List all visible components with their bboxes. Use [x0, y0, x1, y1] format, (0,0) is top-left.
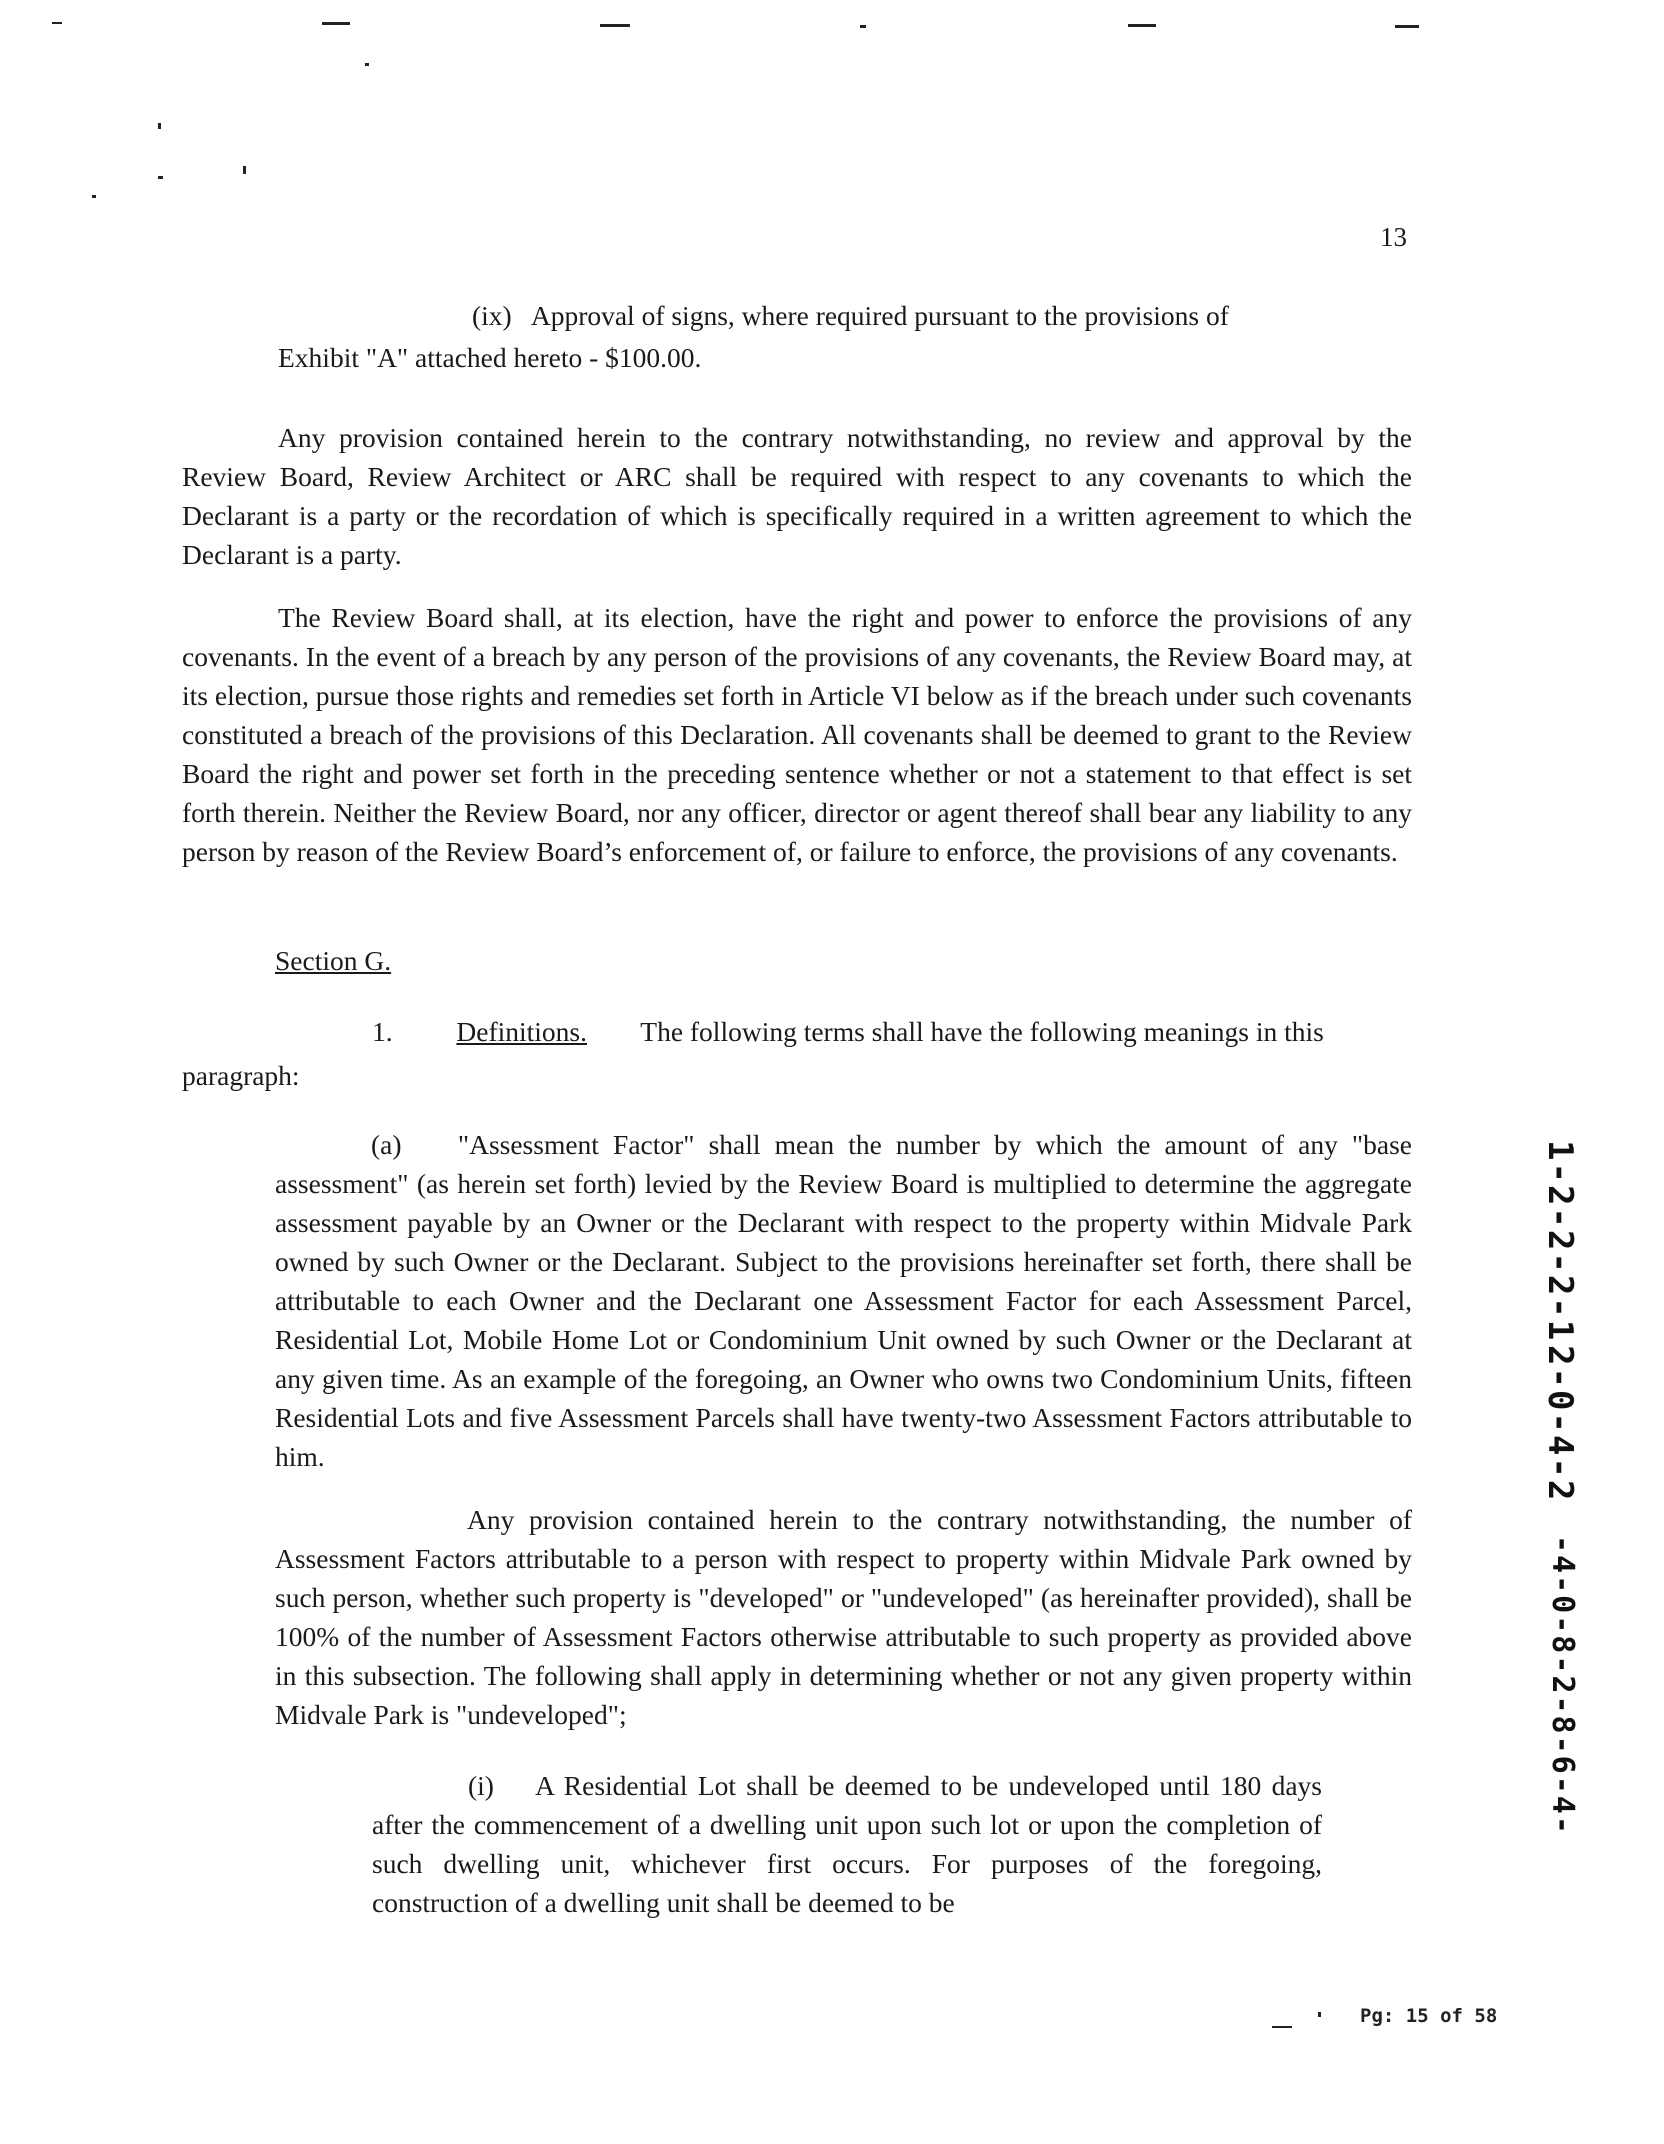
definitions-intro-cont: paragraph:	[182, 1060, 300, 1091]
definitions-number: 1.	[372, 1016, 393, 1047]
definitions-title: Definitions.	[456, 1016, 587, 1047]
margin-stamp-middle: 2-0-4-2	[1540, 1345, 1580, 1503]
item-a-text: "Assessment Factor" shall mean the number by which the amount of any "base assessment" (as herein set forth) levied by the Review Board is multiplied to determine the aggregate assessment payable by an Owner or the Declarant with respect to the property within Midvale Park owned by such Owner or the Declarant. Subject to the provisions hereinafter set forth, there shall be attributable to each Owner and the Declarant one Assessment Factor for each Assessment Parcel, Residential Lot, Mobile Home Lot or Condominium Unit owned by such Owner or the Declarant at any given time. As an example of the foregoing, an Owner who owns two Condominium Units, fifteen Residential Lots and five Assessment Parcels shall have twenty-two Assessment Factors attributable to him.	[275, 1129, 1412, 1472]
page-footer: Pg: 15 of 58	[1360, 2005, 1498, 2027]
item-i-paragraph	[372, 1766, 1322, 1922]
item-ix-line1	[472, 300, 1229, 332]
paragraph-undeveloped: Any provision contained herein to the contrary notwithstanding, the number of Assessment Factors attributable to a person with respect to property within Midvale Park owned by such person, whether such property is "developed" or "undeveloped" (as hereinafter provided), shall be 100% of the number of Assessment Factors otherwise attributable to such property as provided above in this subsection. The following shall apply in determining whether or not any given property within Midvale Park is "undeveloped";	[275, 1504, 1412, 1730]
item-a-paragraph	[275, 1125, 1412, 1476]
definitions-intro: The following terms shall have the following meanings in this	[640, 1016, 1324, 1047]
paragraph-notwithstanding: Any provision contained herein to the contrary notwithstanding, no review and approval by the Review Board, Review Architect or ARC shall be required with respect to any covenants to which the Declarant is a party or the recordation of which is specifically required in a written agreement to which the Declarant is a party.	[182, 422, 1412, 570]
item-ix-text: Approval of signs, where required pursuant to the provisions of	[530, 300, 1229, 331]
item-i-label: (i)	[468, 1770, 494, 1801]
item-ix-line2: Exhibit "A" attached hereto - $100.00.	[278, 342, 702, 373]
item-i-text: A Residential Lot shall be deemed to be undeveloped until 180 days after the commencement of a dwelling unit upon such lot or upon the completion of such dwelling unit, whichever first occurs. For purposes of the foregoing, construction of a dwelling unit shall be deemed to be	[372, 1770, 1322, 1918]
margin-stamp-upper: 1-2-2-2-1	[1540, 1140, 1580, 1343]
item-ix-label: (ix)	[472, 300, 512, 331]
definitions-line	[372, 1016, 1324, 1048]
section-heading: Section G.	[275, 945, 392, 976]
page-number: 13	[1380, 222, 1407, 252]
margin-stamp-lower: -4-0-8-2-8-6-4-	[1545, 1535, 1580, 1836]
item-a-label: (a)	[371, 1129, 402, 1160]
paragraph-enforcement: The Review Board shall, at its election, have the right and power to enforce the provisions of any covenants. In the event of a breach by any person of the provisions of any covenants, the Review Board may, at its election, pursue those rights and remedies set forth in Article VI below as if the breach under such covenants constituted a breach of the provisions of this Declaration. All covenants shall be deemed to grant to the Review Board the right and power set forth in the preceding sentence whether or not a statement to that effect is set forth therein. Neither the Review Board, nor any officer, director or agent thereof shall bear any liability to any person by reason of the Review Board’s enforcement of, or failure to enforce, the provisions of any covenants.	[182, 602, 1412, 867]
